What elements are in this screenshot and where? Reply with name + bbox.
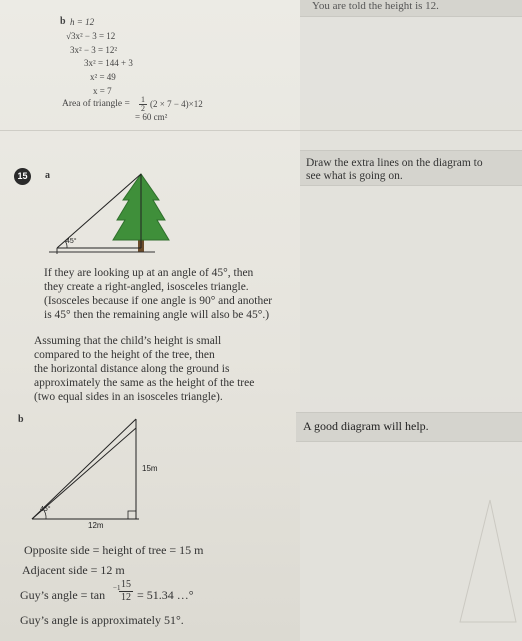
answer-line-3-suffix: = 51.34 …° <box>137 588 194 602</box>
area-fraction-den: 2 <box>141 104 145 113</box>
part-b-label: b <box>60 16 66 27</box>
paragraph-2-line-1: Assuming that the child’s height is small <box>34 335 222 347</box>
faint-triangle <box>460 500 516 622</box>
page-fold-line <box>0 130 522 131</box>
eq-line-3: 3x² − 3 = 12² <box>70 45 118 55</box>
paragraph-2-line-4: approximately the same as the height of the tree <box>34 377 255 389</box>
side-note-1-line-1: Draw the extra lines on the diagram to <box>306 157 483 169</box>
answer-line-3-exponent: −1 <box>113 584 121 592</box>
eq-line-1: h = 12 <box>70 17 95 27</box>
paragraph-1-line-1: If they are looking up at an angle of 45°, then <box>44 267 254 279</box>
area-result: = 60 cm² <box>135 112 168 122</box>
right-angle-mark <box>128 511 136 519</box>
triangle-angle-label: 45° <box>40 506 51 513</box>
answer-line-3-prefix: Guy’s angle = tan <box>20 588 106 602</box>
hypotenuse-45 <box>32 419 136 519</box>
eq-line-4: 3x² = 144 + 3 <box>84 58 133 68</box>
question-15-badge <box>14 168 31 185</box>
paragraph-2-line-5: (two equal sides in an isosceles triangle). <box>34 391 223 403</box>
tree-angle-label: 45° <box>66 238 77 245</box>
question-15-number: 15 <box>17 171 28 181</box>
paragraph-2-line-2: compared to the height of the tree, then <box>34 349 215 361</box>
side-note-1-line-2: see what is going on. <box>306 170 403 182</box>
tan-fraction-den: 12 <box>121 592 131 603</box>
side-note-2-text: A good diagram will help. <box>303 419 429 433</box>
answer-line-1: Opposite side = height of tree = 15 m <box>24 543 204 557</box>
paragraph-1-line-3: (Isosceles because if one angle is 90° and another <box>44 295 273 307</box>
part-b2-label: b <box>18 414 24 425</box>
header-text: You are told the height is 12. <box>312 0 439 12</box>
eq-line-2: √3x² − 3 = 12 <box>66 31 116 41</box>
part-a-label: a <box>45 170 50 181</box>
faint-diagram <box>452 496 522 626</box>
area-label: Area of triangle = <box>62 99 130 109</box>
tan-fraction-num: 15 <box>121 579 131 590</box>
eq-line-5: x² = 49 <box>90 72 116 82</box>
eq-line-6: x = 7 <box>93 86 112 96</box>
tree-diagram <box>45 170 180 262</box>
triangle-base-label: 12m <box>88 521 104 530</box>
paragraph-2-line-3: the horizontal distance along the ground is <box>34 363 230 375</box>
paragraph-1-line-4: is 45° then the remaining angle will also be 45°.) <box>44 309 270 321</box>
answer-line-3-fraction <box>119 580 133 603</box>
area-fraction <box>139 96 147 113</box>
area-fraction-num: 1 <box>141 95 145 104</box>
triangle-height-label: 15m <box>142 464 158 473</box>
paragraph-1-line-2: they create a right-angled, isosceles triangle. <box>44 281 249 293</box>
answer-line-2: Adjacent side = 12 m <box>22 563 125 577</box>
area-expression: (2 × 7 − 4)×12 <box>150 99 203 109</box>
answer-line-4: Guy’s angle is approximately 51°. <box>20 613 184 627</box>
